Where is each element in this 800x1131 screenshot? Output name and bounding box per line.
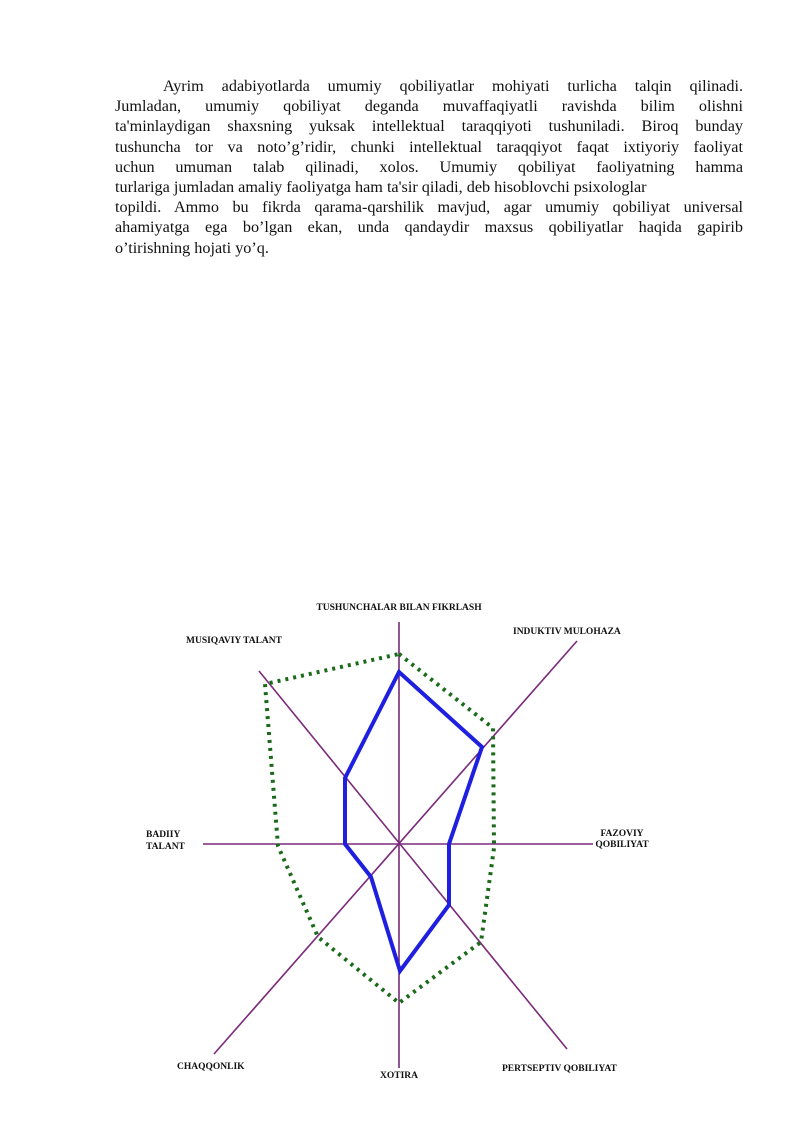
label-induktiv: INDUKTIV MULOHAZA	[513, 627, 621, 637]
label-badiiy-line1: BADIIY	[146, 830, 181, 840]
axis-diagonal-falling	[259, 671, 567, 1049]
label-tushunchalar: TUSHUNCHALAR BILAN FIKRLASH	[316, 603, 482, 613]
paragraph-line: Ayrim adabiyotlarda umumiy qobiliyatlar mohiyati turlicha talqin qilinadi.	[163, 77, 743, 95]
solid-profile-outline	[345, 672, 482, 971]
paragraph-line: turlariga jumladan amaliy faoliyatga ham ta'sir qiladi, deb hisoblovchi psixologlar	[115, 178, 647, 197]
label-musiqaviy: MUSIQAVIY TALANT	[186, 636, 282, 646]
label-fazoviy-line2: QOBILIYAT	[595, 840, 649, 850]
paragraph-line: topildi. Ammo bu fikrda qarama-qarshilik mavjud, agar umumiy qobiliyat universal	[115, 198, 743, 217]
label-pertseptiv: PERTSEPTIV QOBILIYAT	[502, 1064, 617, 1074]
paragraph-line: o’tirishning hojati yo’q.	[115, 238, 269, 257]
paragraph-line: ahamiyatga ega bo’lgan ekan, unda qandaydir maxsus qobiliyatlar haqida gapirib	[115, 218, 743, 237]
label-fazoviy-line1: FAZOVIY	[600, 829, 644, 839]
paragraph-line: tushuncha tor va noto’g’ridir, chunki intellektual taraqqiyot faqat ixtiyoriy faoliyat	[115, 137, 743, 156]
axis-diagonal-rising	[214, 641, 577, 1054]
label-xotira: XOTIRA	[379, 1071, 419, 1081]
paragraph-line: ta'minlaydigan shaxsning yuksak intellektual taraqqiyoti tushuniladi. Biroq bunday	[115, 117, 743, 136]
label-chaqqonlik: CHAQQONLIK	[177, 1062, 245, 1072]
paragraph-line: uchun umuman talab qilinadi, xolos. Umumiy qobiliyat faoliyatning hamma	[115, 157, 743, 176]
label-badiiy-line2: TALANT	[146, 842, 185, 852]
radar-axes	[203, 622, 593, 1068]
paragraph-line: Jumladan, umumiy qobiliyat deganda muvaffaqiyatli ravishda bilim olishni	[115, 97, 743, 116]
